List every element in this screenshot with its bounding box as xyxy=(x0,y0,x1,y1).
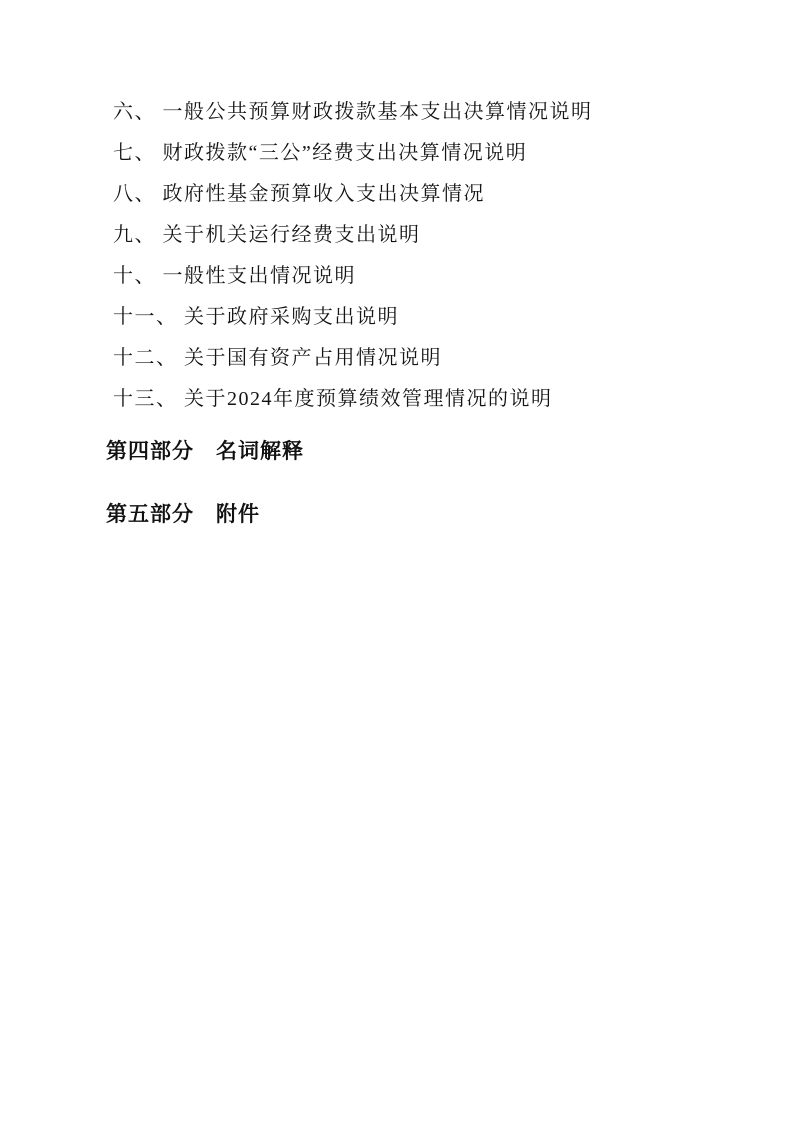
toc-item-13: 十三、 关于2024年度预算绩效管理情况的说明 xyxy=(113,388,553,410)
toc-item-12: 十二、 关于国有资产占用情况说明 xyxy=(113,347,442,369)
toc-item-8: 八、 政府性基金预算收入支出决算情况 xyxy=(113,183,485,205)
toc-item-6: 六、 一般公共预算财政拨款基本支出决算情况说明 xyxy=(113,101,593,123)
toc-item-10: 十、 一般性支出情况说明 xyxy=(113,265,356,287)
section-heading-part4: 第四部分 名词解释 xyxy=(106,440,304,463)
toc-list xyxy=(113,92,697,420)
toc-item-9: 九、 关于机关运行经费支出说明 xyxy=(113,224,421,246)
toc-item-11: 十一、 关于政府采购支出说明 xyxy=(113,306,399,328)
section-heading-part5: 第五部分 附件 xyxy=(106,503,260,526)
toc-item-7: 七、 财政拨款“三公”经费支出决算情况说明 xyxy=(113,142,528,164)
